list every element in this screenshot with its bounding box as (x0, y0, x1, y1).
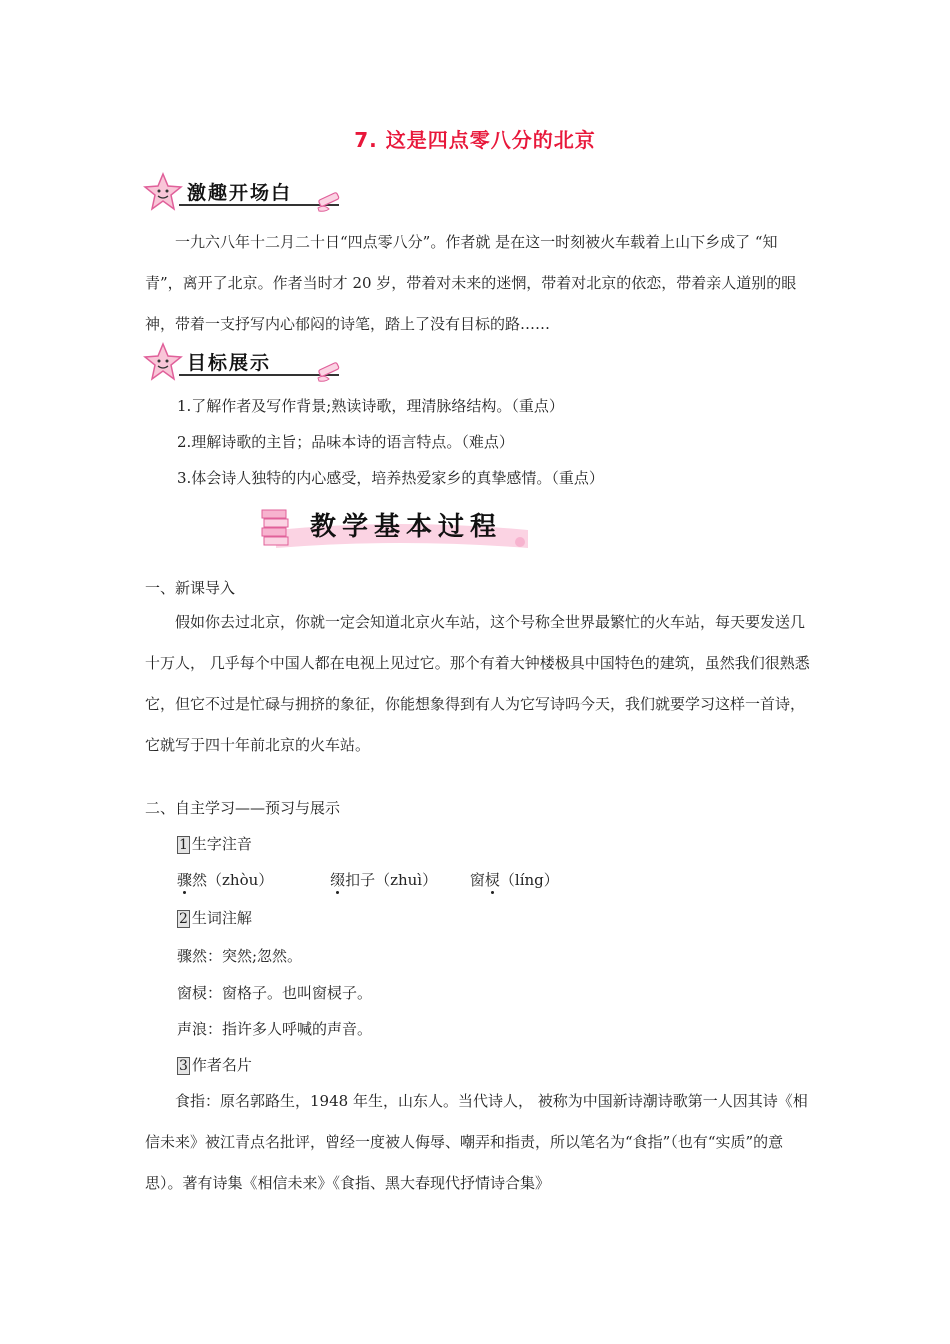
process-banner-label: 教学基本过程 (310, 512, 503, 542)
pinyin-row (177, 870, 559, 890)
page-title: 7. 这是四点零八分的北京 (354, 128, 596, 152)
process-banner (258, 500, 538, 560)
part1-paragraph: 假如你去过北京，你就一定会知道北京火车站，这个号称全世界最繁忙的火车站，每天要发送几十万人， 几乎每个中国人都在电视上见过它。那个有着大钟楼极具中国特色的建筑，虽然我们很熟悉它，但它不过是忙碌与拥挤的象征，你能想象得到有人为它写诗吗今天，我们就要学习这样一首诗，它就写于四十年前北京的火车站。 (145, 613, 810, 754)
smiling-star-icon (143, 172, 183, 212)
pinyin-entry: 窗棂（líng） (469, 871, 559, 889)
section-banner-intro (143, 172, 353, 216)
goal-item: 2.理解诗歌的主旨；品味本诗的语言特点。（难点） (177, 433, 514, 451)
smiling-star-icon (143, 342, 183, 382)
subheading-number: 3 (179, 1058, 188, 1074)
intro-paragraph: 一九六八年十二月二十日“四点零八分”。作者就 是在这一时刻被火车载着上山下乡成了 “知青”，离开了北京。作者当时才 20 岁，带着对未来的迷惘，带着对北京的依恋，带着亲人道别的眼神，带着一支抒写内心郁闷的诗笔，踏上了没有目标的路…… (145, 233, 797, 333)
section-banner-goals (143, 342, 353, 386)
hand-pencil-icon (315, 360, 345, 382)
banner-label: 目标展示 (187, 352, 272, 374)
subheading-number: 1 (179, 837, 188, 853)
subheading-label: 生词注解 (191, 909, 252, 927)
subheading-number: 2 (179, 911, 188, 927)
vocab-item: 窗棂：窗格子。也叫窗棂子。 (177, 984, 373, 1002)
vocab-item: 骤然：突然;忽然。 (177, 947, 303, 965)
part1-heading: 一、新课导入 (145, 579, 236, 597)
vocab-item: 声浪：指许多人呼喊的声音。 (177, 1020, 373, 1038)
hand-pencil-icon (315, 190, 345, 212)
subheading-author (177, 1055, 252, 1075)
banner-label: 激趣开场白 (187, 182, 293, 204)
subheading-vocab (177, 908, 252, 928)
pinyin-entry: 骤然（zhòu） (177, 871, 274, 889)
part2-heading: 二、自主学习——预习与展示 (145, 799, 341, 817)
pinyin-entry: 缀扣子（zhuì） (330, 871, 438, 889)
subheading-label: 作者名片 (191, 1056, 252, 1074)
subheading-phonetic (177, 834, 252, 854)
goal-item: 3.体会诗人独特的内心感受，培养热爱家乡的真挚感情。（重点） (177, 469, 604, 487)
goal-item: 1.了解作者及写作背景;熟读诗歌，理清脉络结构。（重点） (177, 397, 564, 415)
subheading-label: 生字注音 (191, 835, 252, 853)
author-paragraph: 食指：原名郭路生，1948 年生，山东人。当代诗人， 被称为中国新诗潮诗歌第一人因其诗《相信未来》被江青点名批评，曾经一度被人侮辱、嘲弄和指责，所以笔名为“食指”（也有“实质”的意思）。著有诗集《相信未来》《食指、黑大春现代抒情诗合集》 (145, 1092, 808, 1192)
